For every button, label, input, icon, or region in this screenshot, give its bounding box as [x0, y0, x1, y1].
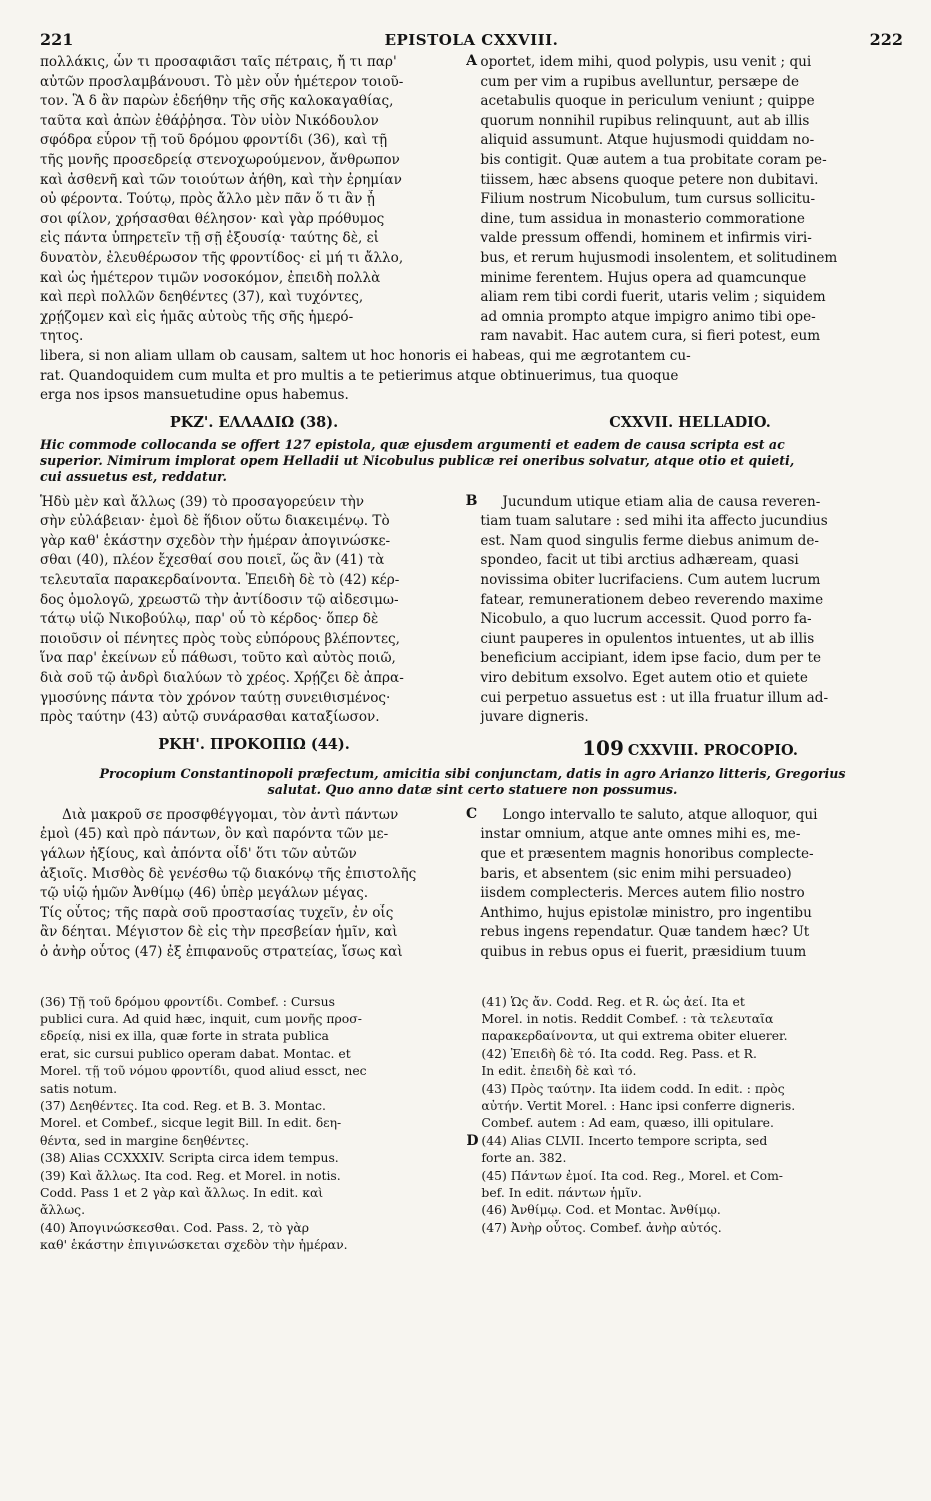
greek-line: δος ὁμολογῶ, χρεωστῶ τὴν ἀντίδοσιν τῷ αἰδεσιμω-: [40, 591, 399, 608]
footnote-line: (44) Alias CLVII. Incerto tempore scripta, sed: [481, 1132, 768, 1148]
latin-heading-128: [475, 736, 905, 760]
latin-heading-127: CXXVII. HELLADIO.: [609, 413, 771, 431]
latin-heading-128-text: CXXVIII. PROCOPIO.: [627, 741, 798, 759]
margin-marker-column: [463, 806, 481, 963]
greek-line: τον. Ἃ δ ἂν παρὼν ἐδεήθην τῆς σῆς καλοκαγαθίας,: [40, 93, 394, 110]
latin-line: Anthimo, hujus epistolæ ministro, pro ingentibu: [480, 904, 812, 921]
summary-line: Procopium Constantinopoli præfectum, amicitia sibi conjunctam, datis in agro Arianzo litteris, Gregorius: [99, 765, 846, 781]
greek-line: αὐτῶν προσλαμβάνουσι. Τὸ μὲν οὖν ἡμέτερον τοιοῦ-: [40, 73, 404, 90]
left-page-number: 221: [40, 30, 74, 49]
footnote-line: (39) Καὶ ἄλλως. Ita cod. Reg. et Morel. in notis.: [40, 1167, 341, 1183]
greek-line: ἀξιοῖς. Μισθὸς δὲ γενέσθω τῷ διακόνῳ τῆς ἐπιστολῆς: [40, 865, 417, 882]
latin-line: Longo intervallo te saluto, atque alloquor, qui: [502, 806, 818, 823]
footnote-line: (36) Τῇ τοῦ δρόμου φροντίδι. Combef. : Cursus: [40, 993, 336, 1009]
footnote-line: ἄλλως.: [40, 1202, 86, 1218]
footnote-line: Codd. Pass 1 et 2 γὰρ καὶ ἄλλως. In edit. καὶ: [40, 1185, 324, 1201]
footnote-line: αὐτήν. Vertit Morel. : Hanc ipsi conferre digneris.: [481, 1098, 796, 1113]
latin-line: baris, et absentem (sic enim mihi persuadeo): [480, 865, 792, 882]
greek-line: καὶ περὶ πολλῶν δεηθέντες (37), καὶ τυχόντες,: [40, 289, 364, 306]
latin-line: viro debitum exsolvo. Eget autem otio et quiete: [480, 670, 808, 687]
margin-marker-column: [463, 53, 481, 347]
latin-line: iisdem complecteris. Merces autem filio nostro: [480, 885, 805, 902]
greek-line: σοι φίλον, χρήσασθαι θέλησον· καὶ γὰρ πρόθυμος: [40, 210, 385, 227]
latin-line: ad omnia prompto atque impigro animo tibi ope-: [480, 308, 816, 325]
latin-line: Jucundum utique etiam alia de causa reveren-: [502, 493, 821, 510]
footnote-line: bef. In edit. πάντων ἡμῖν.: [481, 1185, 642, 1201]
greek-line: Διὰ μακροῦ σε προσφθέγγομαι, τὸν ἀντὶ πάντων: [62, 806, 399, 823]
latin-line: aliquid assumunt. Atque hujusmodi quiddam no-: [480, 132, 815, 149]
greek-line: ἵνα παρ' ἐκείνων εὖ πάθωσι, τοῦτο καὶ αὐτὸς ποιῶ,: [40, 650, 396, 667]
full-width-latin: [40, 347, 905, 406]
latin-line: aliam rem tibi cordi fuerit, utaris velim ; siquidem: [480, 289, 826, 306]
greek-line: καὶ ὡς ἡμέτερον τιμῶν νοσοκόμον, ἐπειδὴ πολλὰ: [40, 269, 381, 286]
footnote-line: Combef. autem : Ad eam, quæso, illi opitulare.: [481, 1115, 774, 1131]
latin-line: juvare digneris.: [480, 709, 589, 726]
summary-line: salutat. Quo anno datæ sint certo statuere non possumus.: [267, 781, 678, 797]
latin-line: instar omnium, atque ante omnes mihi es, me-: [480, 826, 801, 843]
greek-line: ἐμοὶ (45) καὶ πρὸ πάντων, ὃν καὶ παρόντα τῶν με-: [40, 826, 389, 843]
greek-column-128: [40, 806, 463, 963]
greek-heading-128: ΡΚΗ'. ΠΡΟΚΟΠΙΩ (44).: [158, 735, 350, 753]
latin-line: quibus in rebus opus ei fuerit, præsidium tuum: [480, 943, 807, 960]
latin-column-128: [480, 806, 905, 963]
footnote-line: publici cura. Ad quid hæc, inquit, cum μονῆς προσ-: [40, 1010, 362, 1026]
footnote-line: satis notum.: [40, 1080, 118, 1096]
top-columns: [40, 53, 905, 347]
running-title: EPISTOLA CXXVIII.: [384, 31, 559, 49]
footnote-line: εδρείᾳ, nisi ex illa, quæ forte in strata publica: [40, 1028, 329, 1044]
summary-line: superior. Nimirum implorat opem Helladii ut Nicobulus publicæ rei oneribus solvatur, atque otio et quieti,: [40, 452, 795, 468]
right-page-number: 222: [869, 30, 903, 49]
letter-128-columns: [40, 806, 905, 963]
footnote-line: (41) Ὡς ἄν. Codd. Reg. et R. ὡς ἀεί. Ita et: [481, 993, 745, 1009]
greek-line: τῆς μονῆς προσεδρείᾳ στενοχωρούμενον, ἄνθρωπον: [40, 151, 400, 168]
latin-line: tiissem, hæc absens quoque petere non dubitavi.: [480, 171, 819, 188]
latin-line: erga nos ipsos mansuetudine opus habemus.: [40, 387, 349, 404]
greek-line: γάλων ἠξίους, καὶ ἀπόντα οἶδ' ὅτι τῶν αὐτῶν: [40, 846, 357, 862]
latin-line: bus, et rerum hujusmodi insolentem, et solitudinem: [480, 249, 838, 266]
greek-line: ταῦτα καὶ ἀπὼν ἐθάῤῥησα. Τὸν υἱὸν Νικόδουλον: [40, 112, 379, 129]
greek-line: διὰ σοῦ τῷ ἀνδρὶ διαλύων τὸ χρέος. Χρῄζει δὲ ἀπρα-: [40, 670, 404, 687]
greek-line: εἰς πάντα ὑπηρετεῖν τῇ σῇ ἐξουσίᾳ· ταύτης δὲ, εἰ: [40, 230, 380, 247]
greek-line: Τίς οὗτος; τῆς παρὰ σοῦ προστασίας τυχεῖν, ἐν οἷς: [40, 904, 394, 921]
latin-line: cum per vim a rupibus avelluntur, persæpe de: [480, 73, 799, 90]
greek-line: γὰρ καθ' ἑκάστην σχεδὸν τὴν ἡμέραν ἀπογινώσκε-: [40, 532, 391, 549]
margin-letter-d: D: [466, 1132, 479, 1149]
margin-marker-column: [463, 493, 481, 728]
greek-line: τάτῳ υἱῷ Νικοβούλῳ, παρ' οὗ τὸ κέρδος· ὅπερ δὲ: [40, 611, 379, 628]
footnote-line: θέντα, sed in margine δεηθέντες.: [40, 1132, 250, 1148]
summary-127: [40, 437, 905, 485]
greek-line: πρὸς ταύτην (43) αὐτῷ συνάρασθαι καταξίωσον.: [40, 709, 380, 726]
latin-line: quorum nonnihil rupibus relinquunt, aut ab illis: [480, 112, 810, 129]
latin-line: novissima obiter lucrifaciens. Cum autem lucrum: [480, 572, 821, 589]
footnote-line: erat, sic cursui publico operam dabat. Montac. et: [40, 1045, 351, 1061]
letter-127-columns: [40, 493, 905, 728]
greek-line: ὁ ἀνὴρ οὗτος (47) ἐξ ἐπιφανοῦς στρατείας, ἴσως καὶ: [40, 943, 403, 960]
footnote-line: (47) Ἀνὴρ οὗτος. Combef. ἀνὴρ αὐτός.: [481, 1219, 722, 1235]
latin-line: ram navabit. Hac autem cura, si fieri potest, eum: [480, 328, 821, 345]
footnote-line: Morel. τῇ τοῦ νόμου φροντίδι, quod aliud essct, nec: [40, 1063, 367, 1079]
latin-line: tiam tuam salutare : sed mihi ita affecto jucundius: [480, 513, 828, 530]
footnote-line: (37) Δεηθέντες. Ita cod. Reg. et B. 3. Montac.: [40, 1098, 326, 1113]
greek-line: Ἡδὺ μὲν καὶ ἄλλως (39) τὸ προσαγορεύειν τὴν: [40, 493, 365, 510]
footnote-line: Morel. in notis. Reddit Combef. : τὰ τελευταῖα: [481, 1010, 774, 1026]
greek-line: ποιοῦσιν οἱ πένητες πρὸς τοὺς εὐπόρους βλέποντες,: [40, 630, 400, 647]
greek-line: πολλάκις, ὧν τι προσαφιᾶσι ταῖς πέτραις, ἤ τι παρ': [40, 54, 397, 70]
latin-line: spondeo, facit ut tibi arctius adhæream, quasi: [480, 552, 799, 569]
column-number: 109: [582, 735, 624, 760]
footnote-line: In edit. ἐπειδὴ δὲ καὶ τό.: [481, 1063, 637, 1079]
greek-line: σθαι (40), πλέον ἔχεσθαί σου ποιεῖ, ὥς ἂν (41) τὰ: [40, 552, 385, 569]
footnotes-left: [40, 993, 464, 1254]
greek-line: οὐ φέροντα. Τούτῳ, πρὸς ἄλλο μὲν πᾶν ὅ τι ἂν ᾖ: [40, 191, 375, 208]
latin-line: cui perpetuo assuetus est : ut illa fruatur illum ad-: [480, 689, 829, 706]
latin-line: ciunt pauperes in opulentos intuentes, ut ab illis: [480, 630, 815, 647]
latin-line: dine, tum assidua in monasterio commoratione: [480, 210, 805, 227]
latin-line: est. Nam quod singulis ferme diebus animum de-: [480, 532, 820, 549]
latin-line: Nicobulo, a quo lucrum accessit. Quod porro fa-: [480, 611, 812, 628]
footnotes-right: [481, 993, 905, 1254]
greek-column-top: [40, 53, 463, 347]
latin-column-top: [480, 53, 905, 347]
latin-line: minime ferentem. Hujus opera ad quamcunque: [480, 269, 807, 286]
greek-line: γμοσύνης πάντα τὸν χρόνον ταύτῃ συνειθισμένος·: [40, 689, 391, 706]
footnote-line: (42) Ἐπειδὴ δὲ τό. Ita codd. Reg. Pass. et R.: [481, 1045, 757, 1061]
greek-line: καὶ ἀσθενῆ καὶ τῶν τοιούτων ἀήθη, καὶ τὴν ἐρημίαν: [40, 171, 402, 188]
greek-line: τελευταῖα παρακερδαίνοντα. Ἐπειδὴ δὲ τὸ (42) κέρ-: [40, 572, 400, 589]
footnote-line: (45) Πάντων ἐμοί. Ita cod. Reg., Morel. et Com-: [481, 1167, 783, 1183]
footnote-line: forte an. 382.: [481, 1150, 567, 1166]
margin-letter-c: C: [465, 805, 478, 822]
greek-line: ἂν δέηται. Μέγιστον δὲ εἰς τὴν πρεσβείαν ἡμῖν, καὶ: [40, 924, 398, 941]
footnote-line: καθ' ἑκάστην ἐπιγινώσκεται σχεδὸν τὴν ἡμέραν.: [40, 1237, 348, 1253]
footnote-line: (43) Πρὸς ταύτην. Ita iidem codd. In edit. : πρὸς: [481, 1080, 785, 1096]
margin-letter-b: B: [465, 492, 478, 509]
latin-line: oportet, idem mihi, quod polypis, usu venit ; qui: [480, 54, 812, 70]
greek-line: δυνατὸν, ἐλευθέρωσον τῆς φροντίδος· εἰ μή τι ἄλλο,: [40, 249, 404, 266]
latin-line: Filium nostrum Nicobulum, tum cursus sollicitu-: [480, 191, 816, 208]
latin-line: fatear, remunerationem debeo reverendo maxime: [480, 591, 824, 608]
footnote-line: (46) Ἀνθίμῳ. Cod. et Montac. Ἀνθίμῳ.: [481, 1202, 721, 1218]
greek-heading-127: ΡΚΖ'. ΕΛΛΑΔΙΩ (38).: [169, 413, 339, 431]
summary-line: Hic commode collocanda se offert 127 epistola, quæ ejusdem argumenti et eadem de causa scripta est ac: [40, 436, 785, 452]
letter-127-headings: [40, 414, 905, 431]
latin-line: beneficium accipiant, idem ipse facio, dum per te: [480, 650, 822, 667]
latin-line: bis contigit. Quæ autem a tua probitate coram pe-: [480, 151, 827, 168]
greek-line: χρῄζομεν καὶ εἰς ἡμᾶς αὐτοὺς τῆς σῆς ἡμερό-: [40, 308, 354, 325]
greek-line: τῷ υἱῷ ἡμῶν Ἀνθίμῳ (46) ὑπὲρ μεγάλων μέγας.: [40, 885, 369, 902]
greek-column-127: [40, 493, 463, 728]
margin-marker-column: [464, 993, 482, 1254]
latin-line: libera, si non aliam ullam ob causam, saltem ut hoc honoris ei habeas, qui me ægrotantem cu-: [40, 347, 691, 364]
latin-column-127: [480, 493, 905, 728]
latin-line: acetabulis quoque in periculum veniunt ; quippe: [480, 93, 815, 110]
latin-line: rebus ingens rependatur. Quæ tandem hæc? Ut: [480, 924, 810, 941]
latin-line: que et præsentem magnis honoribus complecte-: [480, 846, 814, 862]
latin-line: rat. Quandoquidem cum multa et pro multis a te petierimus atque obtinuerimus, tua quoque: [40, 367, 679, 384]
footnote-line: Morel. et Combef., sicque legit Bill. In edit. δεη-: [40, 1115, 342, 1131]
footnote-line: (40) Ἀπογινώσκεσθαι. Cod. Pass. 2, τὸ γὰρ: [40, 1219, 310, 1235]
latin-line: valde pressum offendi, hominem et infirmis viri-: [480, 230, 812, 247]
summary-128: [40, 766, 905, 798]
greek-line: τητος.: [40, 328, 84, 345]
letter-128-headings: [40, 736, 905, 760]
summary-line: cui assuetus est, reddatur.: [40, 468, 227, 484]
running-head: [40, 30, 905, 53]
footnote-line: (38) Alias CCXXXIV. Scripta circa idem tempus.: [40, 1150, 339, 1166]
greek-line: σφόδρα εὗρον τῇ τοῦ δρόμου φροντίδι (36), καὶ τῇ: [40, 132, 388, 149]
footnotes: [40, 993, 905, 1254]
footnote-line: παρακερδαίνοντα, ut qui extrema obiter eluerer.: [481, 1028, 788, 1044]
margin-letter-a: A: [466, 53, 477, 69]
greek-line: σὴν εὐλάβειαν· ἐμοὶ δὲ ἥδιον οὕτω διακειμένῳ. Τὸ: [40, 513, 390, 530]
